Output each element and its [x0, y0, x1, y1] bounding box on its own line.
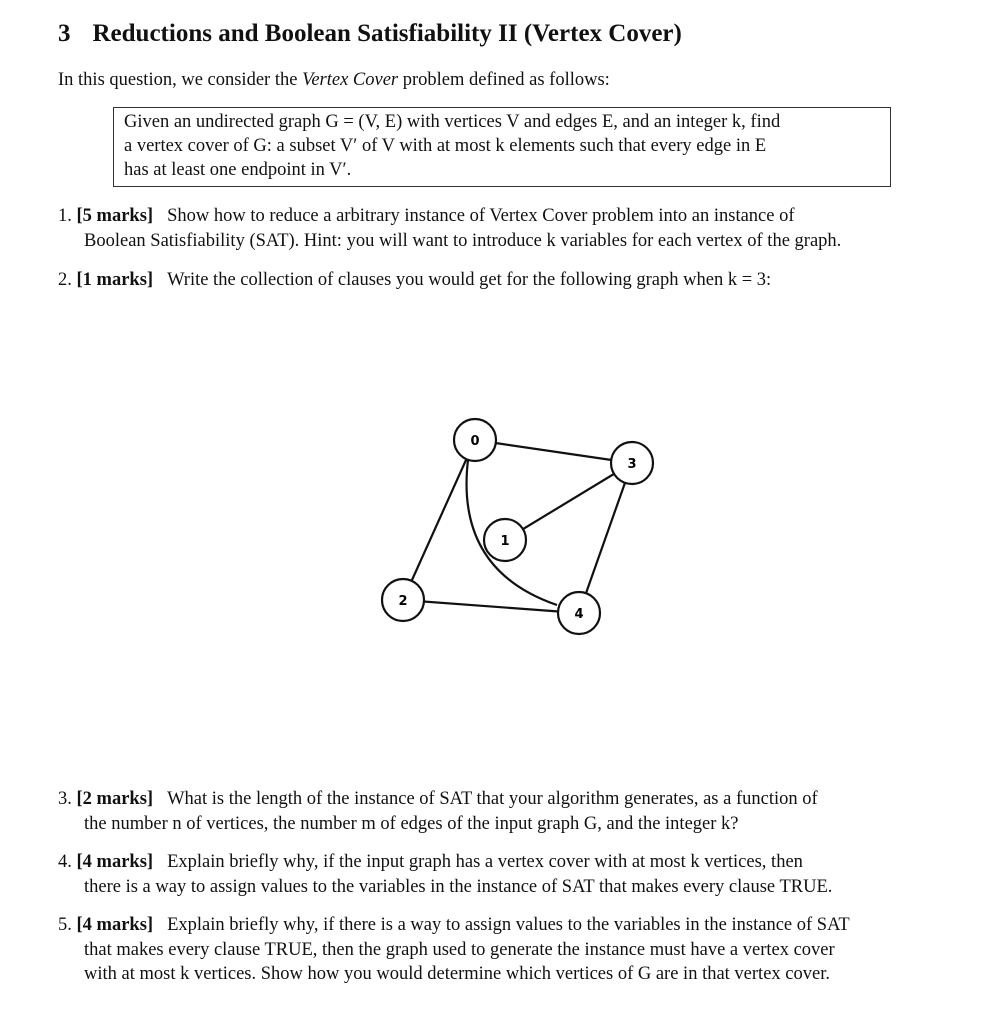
graph-node-label: 4	[574, 607, 584, 622]
graph-edge-3-4	[579, 463, 632, 613]
graph-node-4	[558, 592, 600, 634]
question-text: Explain briefly why, if there is a way to assign values to the variables in the instance of SAT	[167, 915, 850, 935]
intro-after: problem defined as follows:	[398, 70, 610, 90]
question-marks: [2 marks]	[76, 789, 154, 809]
definition-line-1: Given an undirected graph G = (V, E) with vertices V and edges E, and an integer k, find	[124, 112, 781, 132]
question-marks: [4 marks]	[76, 915, 154, 935]
graph-edge-1-3	[505, 463, 632, 540]
question-number: 5.	[58, 915, 77, 935]
question-text: What is the length of the instance of SAT that your algorithm generates, as a function of	[167, 789, 818, 809]
question-text: that makes every clause TRUE, then the graph used to generate the instance must have a vertex cover	[84, 939, 835, 960]
section-title: Reductions and Boolean Satisfiability II (Vertex Cover)	[92, 20, 682, 47]
question-text: with at most k vertices. Show how you would determine which vertices of G are in that vertex cover.	[84, 964, 830, 984]
question-number: 2.	[58, 270, 77, 290]
question-text: there is a way to assign values to the variables in the instance of SAT that makes every clause TRUE.	[84, 876, 833, 897]
question-number: 3.	[58, 789, 77, 809]
graph-node-0	[454, 419, 496, 461]
graph-edge-0-3	[475, 440, 632, 463]
graph-node-label: 3	[627, 457, 637, 472]
definition-line-2: a vertex cover of G: a subset V′ of V with at most k elements such that every edge in E	[124, 136, 767, 156]
graph-node-label: 0	[470, 434, 480, 449]
graph-edge-2-4	[403, 600, 579, 613]
graph-node-label: 2	[398, 594, 408, 609]
graph-node-3	[611, 442, 653, 484]
graph-node-1	[484, 519, 526, 561]
question-number: 4.	[58, 852, 77, 872]
question-marks: [1 marks]	[76, 270, 154, 290]
intro-term: Vertex Cover	[302, 70, 399, 90]
question-text: Boolean Satisfiability (SAT). Hint: you will want to introduce k variables for each vertex of the graph.	[84, 230, 842, 251]
question-text: the number n of vertices, the number m of edges of the input graph G, and the integer k?	[84, 813, 739, 834]
question-text: Write the collection of clauses you would get for the following graph when k = 3:	[167, 270, 772, 290]
question-marks: [5 marks]	[76, 206, 154, 226]
graph-node-label: 1	[500, 534, 510, 549]
definition-line-3: has at least one endpoint in V′.	[124, 160, 352, 180]
question-text: Explain briefly why, if the input graph has a vertex cover with at most k vertices, then	[167, 852, 803, 872]
graph-edge-0-2	[403, 440, 475, 600]
question-text: Show how to reduce a arbitrary instance of Vertex Cover problem into an instance of	[167, 206, 795, 226]
graph-node-2	[382, 579, 424, 621]
question-number: 1.	[58, 206, 77, 226]
question-marks: [4 marks]	[76, 852, 154, 872]
intro-before: In this question, we consider the	[58, 70, 303, 90]
section-number: 3	[58, 20, 71, 47]
